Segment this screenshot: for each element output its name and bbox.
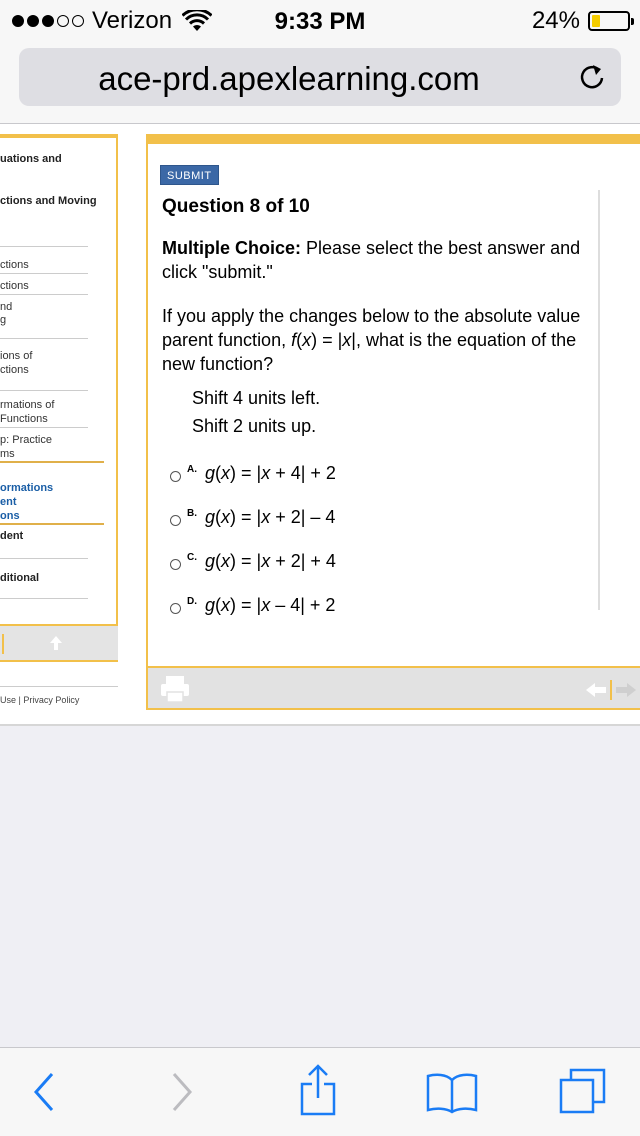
panel-divider bbox=[598, 190, 600, 610]
outline-item-current[interactable]: ons bbox=[0, 510, 20, 522]
divider bbox=[0, 598, 88, 599]
outline-item-current[interactable]: ormations bbox=[0, 482, 54, 494]
status-bar bbox=[0, 0, 640, 40]
divider bbox=[0, 461, 104, 463]
share-icon[interactable] bbox=[298, 1064, 338, 1118]
radio-button[interactable] bbox=[170, 471, 181, 482]
outline-item[interactable]: ms bbox=[0, 448, 15, 460]
bookmarks-icon[interactable] bbox=[426, 1072, 478, 1114]
forward-icon[interactable] bbox=[168, 1070, 196, 1114]
divider bbox=[0, 246, 88, 247]
carrier-name: Verizon bbox=[92, 7, 173, 34]
divider bbox=[0, 338, 88, 339]
battery-group bbox=[532, 8, 630, 34]
divider bbox=[0, 390, 88, 391]
outline-nav-bar bbox=[0, 624, 118, 662]
arrow-divider bbox=[610, 680, 612, 700]
web-content bbox=[0, 124, 640, 724]
transformation-1: Shift 4 units left. bbox=[192, 388, 321, 408]
choice-c[interactable]: C. g(x) = |x + 2| + 4 bbox=[170, 550, 336, 572]
question-arrows bbox=[586, 680, 636, 700]
battery-icon bbox=[588, 11, 630, 31]
question-nav-bar bbox=[146, 666, 640, 710]
choice-b[interactable]: B. g(x) = |x + 2| – 4 bbox=[170, 506, 335, 528]
page-edge bbox=[0, 724, 640, 726]
address-bar[interactable] bbox=[19, 48, 621, 106]
browser-chrome bbox=[0, 40, 640, 124]
outline-item[interactable]: ions of bbox=[0, 350, 33, 362]
divider bbox=[0, 294, 88, 295]
reload-icon[interactable] bbox=[577, 62, 607, 92]
outline-item[interactable]: g bbox=[0, 314, 7, 326]
question-text: If you apply the changes below to the absolute value parent function, f(x) = |x|, what is the equation of the new function? bbox=[162, 306, 581, 374]
browser-toolbar bbox=[0, 1047, 640, 1136]
divider bbox=[0, 558, 88, 559]
transformation-2: Shift 2 units up. bbox=[192, 416, 317, 436]
outline-item[interactable]: nd bbox=[0, 301, 13, 313]
battery-percent: 24% bbox=[531, 7, 580, 34]
course-outline-panel bbox=[0, 134, 118, 705]
right-arrow-icon[interactable] bbox=[616, 683, 636, 697]
url-text[interactable]: ace-prd.apexlearning.com bbox=[98, 60, 480, 97]
question-type: Multiple Choice: bbox=[162, 238, 301, 258]
outline-item[interactable]: p: Practice bbox=[0, 434, 52, 446]
instructions-text: Please select the best answer and click "submit." bbox=[162, 238, 581, 282]
submit-button[interactable]: SUBMIT bbox=[160, 165, 219, 185]
outline-item[interactable]: Functions bbox=[0, 413, 48, 425]
tabs-icon[interactable] bbox=[558, 1066, 608, 1116]
up-arrow-icon[interactable] bbox=[50, 636, 62, 650]
outline-item-current[interactable]: ent bbox=[0, 496, 17, 508]
outline-item[interactable]: ctions and Moving bbox=[0, 195, 97, 207]
outline-item[interactable]: rmations of bbox=[0, 399, 55, 411]
nav-divider bbox=[2, 634, 4, 654]
choice-d[interactable]: D. g(x) = |x – 4| + 2 bbox=[170, 594, 335, 616]
divider bbox=[0, 273, 88, 274]
printer-icon[interactable] bbox=[160, 674, 190, 704]
radio-button[interactable] bbox=[170, 603, 181, 614]
choice-a[interactable]: A. g(x) = |x + 4| + 2 bbox=[170, 462, 336, 484]
radio-button[interactable] bbox=[170, 559, 181, 570]
divider bbox=[0, 427, 88, 428]
clock: 9:33 PM bbox=[274, 8, 366, 35]
divider bbox=[0, 523, 104, 525]
question-panel bbox=[146, 134, 640, 710]
footer-links[interactable]: Use | Privacy Policy bbox=[0, 686, 118, 705]
radio-button[interactable] bbox=[170, 515, 181, 526]
left-arrow-icon[interactable] bbox=[586, 683, 606, 697]
back-icon[interactable] bbox=[30, 1070, 58, 1114]
outline-item[interactable]: uations and bbox=[0, 153, 62, 165]
outline-item[interactable]: ctions bbox=[0, 280, 29, 292]
outline-item[interactable]: ctions bbox=[0, 364, 29, 376]
question-instructions bbox=[162, 236, 582, 284]
outline-item[interactable]: dent bbox=[0, 530, 24, 542]
question-number: Question 8 of 10 bbox=[162, 196, 310, 217]
outline-item[interactable]: ditional bbox=[0, 572, 40, 584]
question-content bbox=[162, 196, 582, 440]
outline-item[interactable]: ctions bbox=[0, 259, 29, 271]
